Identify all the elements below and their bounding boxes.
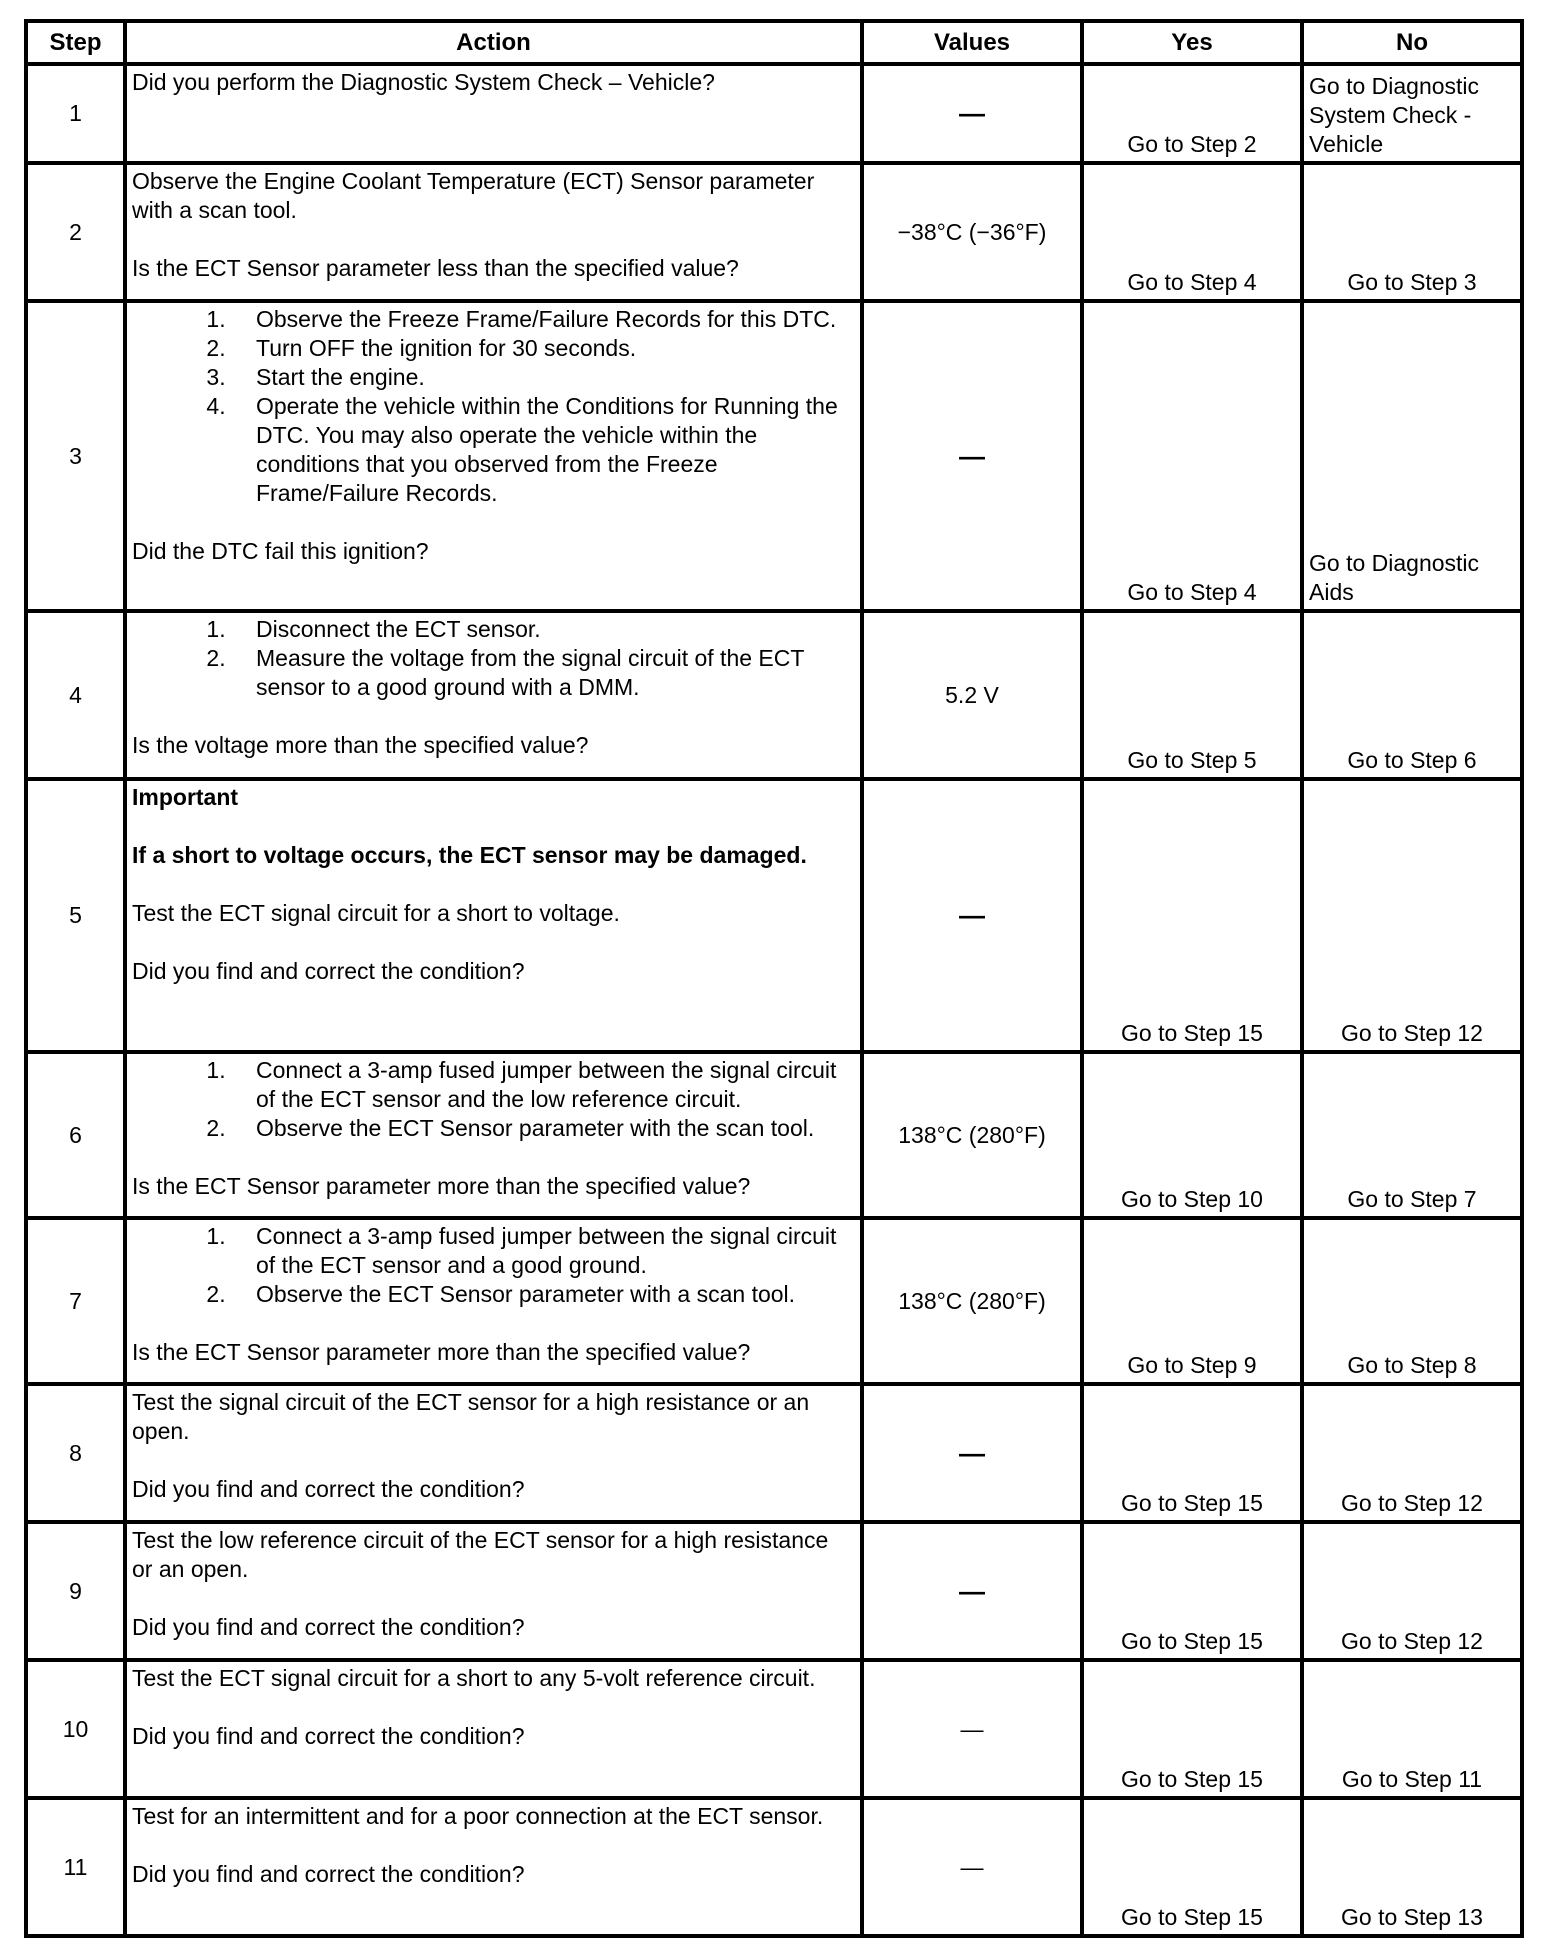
action-step-item: 2. Measure the voltage from the signal circuit of the ECT sensor to a good ground with a DMM.	[232, 644, 855, 702]
no-cell: Go to Step 11	[1302, 1660, 1522, 1798]
action-cell	[125, 611, 862, 779]
step-number: 5	[26, 779, 125, 1052]
table-row	[26, 1522, 1522, 1660]
value-cell: —	[862, 301, 1082, 611]
no-cell	[1302, 301, 1522, 611]
header-row	[26, 21, 1522, 64]
action-step-item: 2. Observe the ECT Sensor parameter with a scan tool.	[232, 1280, 855, 1309]
no-cell: Go to Step 6	[1302, 611, 1522, 779]
action-cell	[125, 1384, 862, 1522]
action-question: Is the voltage more than the specified value?	[132, 732, 589, 758]
action-question: Is the ECT Sensor parameter more than the specified value?	[132, 1173, 751, 1199]
yes-cell: Go to Step 10	[1082, 1052, 1302, 1218]
no-line: System Check -	[1309, 102, 1472, 128]
table-row	[26, 1384, 1522, 1522]
yes-cell: Go to Step 5	[1082, 611, 1302, 779]
value-cell: −38°C (−36°F)	[862, 163, 1082, 301]
header-no: No	[1302, 21, 1522, 64]
value-cell: —	[862, 64, 1082, 163]
action-question: Is the ECT Sensor parameter more than the specified value?	[132, 1339, 751, 1365]
action-cell	[125, 1052, 862, 1218]
yes-cell: Go to Step 15	[1082, 1384, 1302, 1522]
action-text: Observe the Engine Coolant Temperature (ECT) Sensor parameter with a scan tool.	[132, 168, 815, 223]
header-yes: Yes	[1082, 21, 1302, 64]
no-line: Go to Diagnostic	[1309, 73, 1480, 99]
no-cell: Go to Step 3	[1302, 163, 1522, 301]
table-row	[26, 163, 1522, 301]
value-cell: —	[862, 1660, 1082, 1798]
yes-cell: Go to Step 2	[1082, 64, 1302, 163]
action-text: Test the ECT signal circuit for a short to voltage.	[132, 900, 620, 926]
action-step-item: 3. Start the engine.	[232, 363, 855, 392]
table-row	[26, 1660, 1522, 1798]
no-cell: Go to Step 13	[1302, 1798, 1522, 1936]
no-cell: Go to Step 12	[1302, 1384, 1522, 1522]
value-cell: —	[862, 1798, 1082, 1936]
action-step-item: 2. Observe the ECT Sensor parameter with the scan tool.	[232, 1114, 855, 1143]
action-step-item: 1. Connect a 3-amp fused jumper between the signal circuit of the ECT sensor and the low reference circuit.	[232, 1056, 855, 1114]
no-cell: Go to Step 12	[1302, 1522, 1522, 1660]
important-text: If a short to voltage occurs, the ECT sensor may be damaged.	[132, 842, 807, 868]
action-text: Test the signal circuit of the ECT sensor for a high resistance or an open.	[132, 1389, 810, 1444]
important-title: Important	[132, 784, 239, 810]
value-cell: 138°C (280°F)	[862, 1052, 1082, 1218]
value-cell: 5.2 V	[862, 611, 1082, 779]
yes-cell: Go to Step 15	[1082, 779, 1302, 1052]
yes-cell: Go to Step 9	[1082, 1218, 1302, 1384]
table-row	[26, 611, 1522, 779]
step-number: 7	[26, 1218, 125, 1384]
action-steps	[132, 1056, 855, 1143]
table-row	[26, 779, 1522, 1052]
action-cell	[125, 163, 862, 301]
header-values: Values	[862, 21, 1082, 64]
table-row	[26, 1798, 1522, 1936]
action-cell	[125, 1798, 862, 1936]
no-cell: Go to Step 8	[1302, 1218, 1522, 1384]
no-line: Aids	[1309, 579, 1354, 605]
yes-cell: Go to Step 4	[1082, 163, 1302, 301]
action-text: Test the ECT signal circuit for a short to any 5-volt reference circuit.	[132, 1665, 816, 1691]
step-number: 2	[26, 163, 125, 301]
table-row	[26, 1052, 1522, 1218]
step-number: 1	[26, 64, 125, 163]
no-line: Vehicle	[1309, 131, 1384, 157]
action-question: Did the DTC fail this ignition?	[132, 538, 429, 564]
yes-cell: Go to Step 15	[1082, 1798, 1302, 1936]
no-cell: Go to Step 12	[1302, 779, 1522, 1052]
action-step-item: 1. Disconnect the ECT sensor.	[232, 615, 855, 644]
action-cell	[125, 64, 862, 163]
step-number: 9	[26, 1522, 125, 1660]
action-cell	[125, 779, 862, 1052]
step-number: 4	[26, 611, 125, 779]
action-step-item: 4. Operate the vehicle within the Conditions for Running the DTC. You may also operate the vehicle within the conditions that you observed from the Freeze Frame/Failure Records.	[232, 392, 855, 508]
action-cell	[125, 1218, 862, 1384]
action-steps	[132, 305, 855, 508]
action-cell	[125, 1660, 862, 1798]
action-step-item: 1. Connect a 3-amp fused jumper between the signal circuit of the ECT sensor and a good ground.	[232, 1222, 855, 1280]
action-question: Is the ECT Sensor parameter less than the specified value?	[132, 255, 739, 281]
action-question: Did you find and correct the condition?	[132, 958, 525, 984]
step-number: 3	[26, 301, 125, 611]
action-question: Did you find and correct the condition?	[132, 1723, 525, 1749]
table-row	[26, 64, 1522, 163]
action-step-item: 2. Turn OFF the ignition for 30 seconds.	[232, 334, 855, 363]
step-number: 6	[26, 1052, 125, 1218]
value-cell: 138°C (280°F)	[862, 1218, 1082, 1384]
yes-cell: Go to Step 4	[1082, 301, 1302, 611]
action-cell	[125, 301, 862, 611]
header-action: Action	[125, 21, 862, 64]
action-cell	[125, 1522, 862, 1660]
value-cell: —	[862, 779, 1082, 1052]
action-text: Test the low reference circuit of the ECT sensor for a high resistance or an open.	[132, 1527, 829, 1582]
no-cell	[1302, 64, 1522, 163]
yes-cell: Go to Step 15	[1082, 1660, 1302, 1798]
action-steps	[132, 1222, 855, 1309]
action-text: Test for an intermittent and for a poor connection at the ECT sensor.	[132, 1803, 824, 1829]
action-question: Did you find and correct the condition?	[132, 1476, 525, 1502]
action-step-item: 1. Observe the Freeze Frame/Failure Records for this DTC.	[232, 305, 855, 334]
no-line: Go to Diagnostic	[1309, 550, 1480, 576]
action-question: Did you find and correct the condition?	[132, 1861, 525, 1887]
yes-cell: Go to Step 15	[1082, 1522, 1302, 1660]
no-cell: Go to Step 7	[1302, 1052, 1522, 1218]
action-question: Did you find and correct the condition?	[132, 1614, 525, 1640]
action-text: Did you perform the Diagnostic System Check – Vehicle?	[132, 69, 715, 95]
table-row	[26, 301, 1522, 611]
header-step: Step	[26, 21, 125, 64]
step-number: 11	[26, 1798, 125, 1936]
step-number: 10	[26, 1660, 125, 1798]
value-cell: —	[862, 1384, 1082, 1522]
value-cell: —	[862, 1522, 1082, 1660]
step-number: 8	[26, 1384, 125, 1522]
table-row	[26, 1218, 1522, 1384]
diagnostic-table	[24, 19, 1524, 1938]
action-steps	[132, 615, 855, 702]
